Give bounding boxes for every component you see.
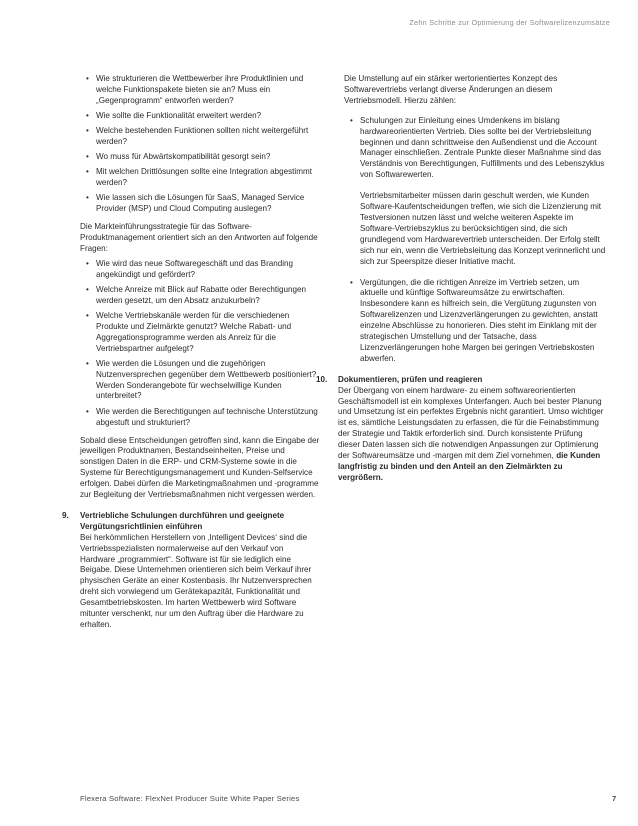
left-column (62, 74, 320, 631)
list-item: • Wie strukturieren die Wettbewerber ihre Produktlinien und welche Funktionspakete bieten sie an? Muss ein „Gegenprogramm“ entworfen werden? (84, 74, 320, 107)
list-item (348, 278, 606, 365)
go-to-market-intro: Die Markteinführungsstrategie für das Software-Produktmanagement orientiert sich an den Antworten auf folgende Fragen: (80, 221, 318, 253)
list-item: • Welche Anreize mit Blick auf Rabatte oder Berechtigungen werden gesetzt, um den Absatz anzukurbeln? (84, 285, 320, 307)
list-item: • Wo muss für Abwärtskompatibilität gesorgt sein? (84, 152, 320, 163)
step-9 (62, 511, 320, 631)
list-item: • Wie sollte die Funktionalität erweitert werden? (84, 111, 320, 122)
step-9-body: Bei herkömmlichen Herstellern von ‚Intelligent Devices‘ sind die Vertriebsspezialisten normalerweise auf den Verkauf von Hardware „programmiert“. Software ist für sie lediglich eine Beigabe. Diese Unternehmen orientieren sich beim Verkauf ihrer physischen Geräte an einer Kostenbasis. Ihr Nutzenversprechen dreht sich vorwiegend um Gerätekapazität, Funktionalität und Gesamtbetriebskosten. Im harten Wettbewerb wird Software mitunter verschenkt, nur um den Auftrag über die Hardware zu erhalten. (80, 532, 312, 629)
list-item: • Wie werden die Berechtigungen auf technische Unterstützung abgestuft und strukturiert? (84, 407, 320, 429)
footer-series: Flexera Software: FlexNet Producer Suite White Paper Series (80, 794, 300, 803)
step-10-number: 10. (316, 374, 328, 384)
go-to-market-questions-list (84, 259, 320, 429)
step-10 (316, 375, 606, 484)
step-9-number: 9. (62, 510, 69, 520)
competitor-questions-list (84, 74, 320, 215)
list-item (348, 116, 606, 268)
list-item: • Welche bestehenden Funktionen sollten nicht weitergeführt werden? (84, 126, 320, 148)
list-item: • Wie lassen sich die Lösungen für SaaS, Managed Service Provider (MSP) und Cloud Computing auslegen? (84, 193, 320, 215)
training-bullet: • Schulungen zur Einleitung eines Umdenkens im bislang hardwareorientierten Vertrieb. Dies sollte bei der Vertriebsleitung beginnen und dann schrittweise den Außendienst und die Account Manager einschließen. Zentrale Punkte dieser Maßnahme sind das Verständnis von Berechtigungen, Fulfillments und des Lebenszyklus von Softwarewerten. (360, 115, 605, 180)
step-10-body (338, 386, 606, 484)
step-10-title: Dokumentieren, prüfen und reagieren (338, 374, 483, 384)
list-item: • Welche Vertriebskanäle werden für die verschiedenen Produkte und Zielmärkte genutzt? Welche Rabatt- und Aggregationsprogramme werden als Anreiz für die Vertriebspartner aufgelegt? (84, 311, 320, 355)
right-column (316, 74, 606, 484)
list-item: • Wie wird das neue Softwaregeschäft und das Branding angekündigt und gefördert? (84, 259, 320, 281)
training-sub-paragraph: Vertriebsmitarbeiter müssen darin geschult werden, wie Kunden Software-Kaufentscheidungen treffen, wie sich die Lizenzierung mit Testversionen nutzen lässt und welche weiteren Aspekte im Software-Vertriebszyklus zu berücksichtigen sind, die sich grundlegend vom Hardwarevertrieb unterscheiden. Der Erfolg stellt sich nur ein, wenn die Vertriebsleitung das Konzept verinnerlicht und sich zur Speerspitze dieser Initiative macht. (360, 191, 606, 266)
sales-change-intro: Die Umstellung auf ein stärker wertorientiertes Konzept des Softwarevertriebs verlangt diverse Änderungen an diesem Vertriebsmodell. Hierzu zählen: (344, 74, 558, 105)
list-item: • Mit welchen Drittlösungen sollte eine Integration abgestimmt werden? (84, 167, 320, 189)
step-9-title: Vertriebliche Schulungen durchführen und geeignete Vergütungsrichtlinien einführen (80, 510, 285, 531)
page-number: 7 (612, 794, 617, 803)
step-10-body-emphasis: die Kunden langfristig zu binden und den Anteil an den Zielmärkten zu vergrößern. (338, 451, 601, 482)
list-item: • Wie werden die Lösungen und die zugehörigen Nutzenversprechen gegenüber dem Wettbewerb positioniert? Werden Sonderangebote für wechselwillige Kunden unterbreitet? (84, 359, 320, 403)
sales-changes-list (348, 116, 606, 365)
data-entry-paragraph: Sobald diese Entscheidungen getroffen sind, kann die Eingabe der jeweiligen Produktnamen, Bestandseinheiten, Preise und sonstigen Daten in die ERP- und CRM-Systeme sowie in die Systeme für Berechtigungsmanagement und Kunden-Selfservice erfolgen. Dabei dürfen die Marketingmaßnahmen und -programme zur Begleitung der Vertriebsmaßnahmen nicht vergessen werden. (80, 435, 320, 500)
running-header: Zehn Schritte zur Optimierung der Softwarelizenzumsätze (409, 18, 610, 27)
compensation-bullet: • Vergütungen, die die richtigen Anreize im Vertrieb setzen, um aktuelle und künftige Softwareumsätze zu erwirtschaften. Insbesondere kann es hilfreich sein, die Vergütung zugunsten von Softwarelizenzen und Lizenzverlängerungen zu gewichten, anstatt einzelne Abschlüsse zu honorieren. Dies steht im Einklang mit der strategischen Umstellung und der Tatsache, dass Lizenzverlängerungen hohe Margen bei geringen Vertriebskosten abwerfen. (360, 277, 598, 363)
step-10-body-text: Der Übergang von einem hardware- zu einem softwareorientierten Geschäftsmodell ist ein komplexes Unterfangen. Auch bei bester Planung und Umsetzung ist ein perfektes Ergebnis nicht garantiert. Umso wichtiger ist es, sämtliche Leistungsdaten zu erfassen, die für die Feinabstimmung der Strategie und Taktik erforderlich sind. Durch konsistente Prüfung dieser Daten lassen sich die notwendigen Anpassungen zur Optimierung der Softwareumsätze und -margen mit dem Ziel vornehmen, (338, 385, 604, 461)
